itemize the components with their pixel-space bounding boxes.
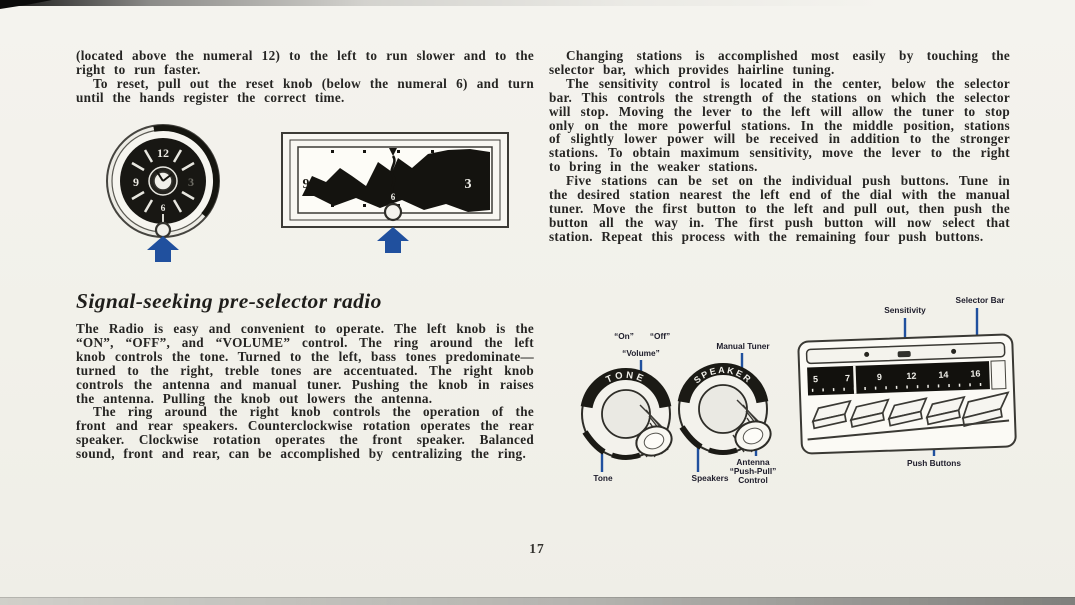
- svg-text:14: 14: [938, 369, 949, 380]
- radio-text-block: [76, 322, 534, 461]
- round-clock-numeral-12: 12: [157, 146, 169, 160]
- round-clock-numeral-9: 9: [133, 175, 139, 189]
- reset-knob-arrow-icon: [377, 227, 409, 253]
- round-clock-numeral-3: 3: [188, 175, 194, 189]
- page-number: 17: [529, 541, 545, 556]
- speaker-tuner-knob-illustration: [679, 365, 775, 455]
- radio-paragraph-1: The Radio is easy and convenient to operate. The left knob is the “ON”, “OFF”, and “VOLUME” control. The ring around the left knob controls the tone. Turned to the left, bass tones predominate—turned to the right, treble tones are accentuated. The right knob controls the antenna and manual tuner. Pushing the knob in raises the antenna. Pulling the knob out lowers the antenna.: [76, 321, 534, 406]
- rect-clock-reset-knob: [385, 204, 401, 220]
- scan-edge-bottom: [0, 597, 1075, 605]
- label-off: “Off”: [649, 331, 671, 341]
- rect-clock-numeral-3: 3: [464, 177, 472, 192]
- label-manual-tuner: Manual Tuner: [716, 341, 770, 351]
- reset-knob-arrow-icon: [147, 236, 179, 262]
- radio-face-illustration: [798, 334, 1016, 453]
- radio-paragraph-2: The ring around the right knob controls the operation of the front and rear speakers. Counterclockwise rotation operates the rear speaker. Clockwise rotation operates the front speaker. Balanced sound, front and rear, can be accomplished by centralizing the ring.: [76, 404, 534, 462]
- svg-text:7: 7: [844, 373, 851, 384]
- round-clock-reset-knob: [156, 223, 170, 237]
- label-antenna-2: “Push-Pull”: [729, 466, 777, 476]
- round-clock-illustration: [107, 125, 219, 262]
- svg-text:16: 16: [970, 368, 981, 379]
- label-antenna-3: Control: [738, 475, 768, 485]
- svg-text:12: 12: [906, 370, 917, 382]
- clock-paragraph-1: (located above the numeral 12) to the left to run slower and to the right to run faster.: [76, 48, 534, 77]
- sensitivity-lever: [898, 351, 911, 357]
- round-clock-numeral-6: 6: [160, 204, 166, 214]
- stations-paragraph-1: Changing stations is accomplished most easily by touching the selector bar, which provides hairline tuning.: [549, 48, 1010, 77]
- clock-text-block: [76, 49, 534, 105]
- section-heading: Signal-seeking pre-selector radio: [76, 289, 382, 313]
- stations-paragraph-3: Five stations can be set on the individual push buttons. Tune in the desired station nearest the left end of the dial with the manual tuner. Move the first button to the left and pull out, then push the button all the way in. The first push button will now select that station. Repeat this process with the remaining four push buttons.: [549, 173, 1010, 244]
- scan-edge-top: [0, 0, 1075, 6]
- stations-paragraph-2: The sensitivity control is located in the center, below the selector bar. This controls the strength of the stations on which the selector will stop. Moving the lever to the left will allow the tuner to stop only on the more powerful stations. In the middle position, stations of slightly lower power will be received in addition to the stronger stations. To obtain maximum sensitivity, move the lever to the right to bring in the weaker stations.: [549, 75, 1010, 175]
- label-antenna-1: Antenna: [736, 457, 770, 467]
- label-sensitivity: Sensitivity: [884, 305, 926, 315]
- svg-text:9: 9: [876, 371, 883, 383]
- label-speakers: Speakers: [691, 473, 729, 483]
- clock-illustrations: [90, 116, 530, 266]
- svg-text:5: 5: [812, 374, 819, 385]
- radio-controls-diagram: [560, 288, 1018, 488]
- label-tone: Tone: [593, 473, 613, 483]
- rect-clock-illustration: [282, 133, 508, 253]
- tone-knob-ring-text: TONE: [604, 369, 648, 386]
- label-on: “On”: [614, 331, 634, 341]
- right-column-text-block: [549, 49, 1010, 244]
- label-volume: “Volume”: [622, 348, 660, 358]
- rect-clock-numeral-6: 6: [390, 192, 396, 202]
- label-push-buttons: Push Buttons: [907, 458, 961, 468]
- label-selector-bar: Selector Bar: [955, 295, 1005, 305]
- tone-volume-knob-illustration: [582, 370, 676, 461]
- speaker-knob-ring-text: SPEAKER: [691, 365, 755, 386]
- clock-paragraph-2: To reset, pull out the reset knob (below the numeral 6) and turn until the hands register the correct time.: [76, 75, 534, 105]
- rect-clock-numeral-9: 9: [302, 177, 310, 192]
